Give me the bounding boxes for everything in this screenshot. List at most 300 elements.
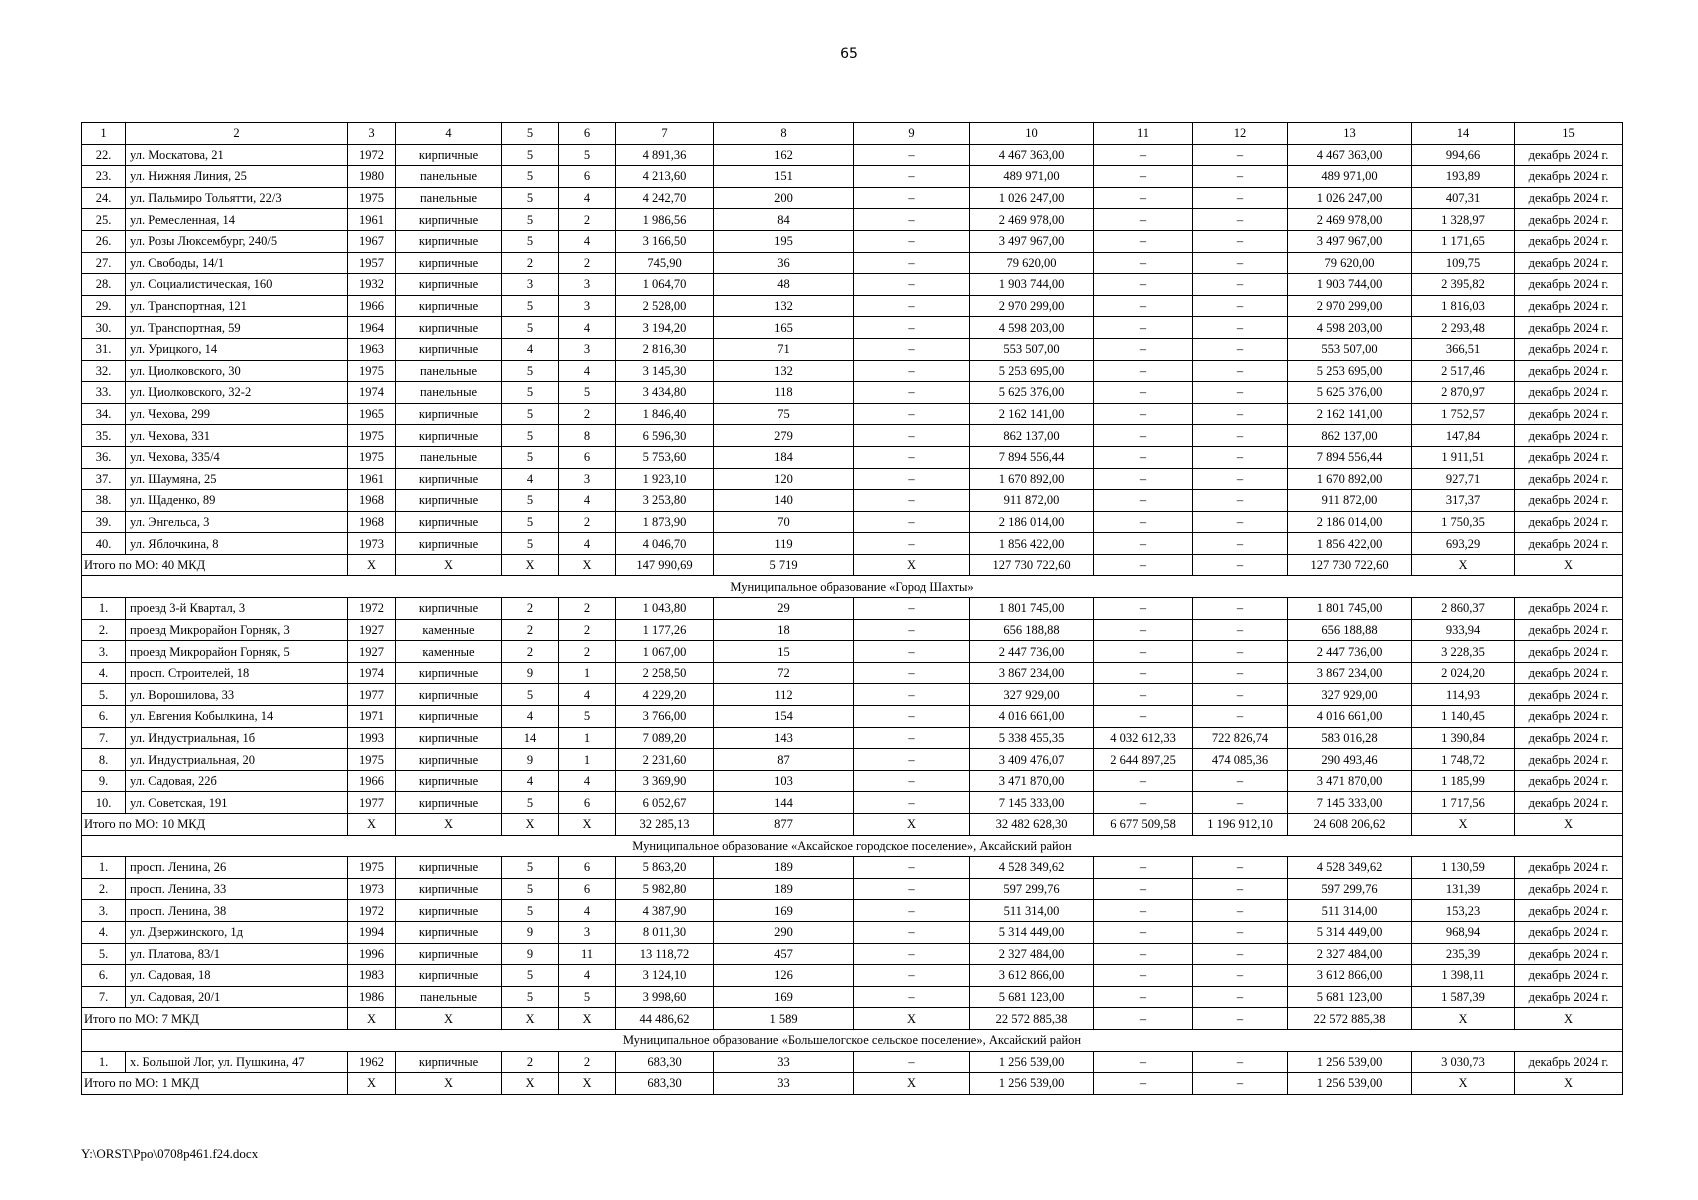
cell-total-area: 1 846,40 [616, 403, 714, 425]
cell-col-9: – [854, 641, 970, 663]
cell-entrances: 4 [559, 490, 616, 512]
cell-cost-total: 5 338 455,35 [970, 727, 1094, 749]
cell-wall-material: кирпичные [396, 662, 502, 684]
cell-address: ул. Урицкого, 14 [126, 338, 348, 360]
total-cost-fund: 6 677 509,58 [1094, 814, 1193, 836]
cell-cost-region: – [1193, 295, 1288, 317]
cell-cost-total: 2 186 014,00 [970, 511, 1094, 533]
cell-row-number: 6. [82, 706, 126, 728]
footer-file-path: Y:\ORST\Ppo\0708p461.f24.docx [81, 1146, 259, 1161]
total-cost-region: 1 196 912,10 [1193, 814, 1288, 836]
cell-deadline: декабрь 2024 г. [1515, 144, 1623, 166]
cell-year-built: 1973 [348, 533, 396, 555]
total-deadline: X [1515, 554, 1623, 576]
cell-cost-total: 7 145 333,00 [970, 792, 1094, 814]
cell-cost-region: – [1193, 382, 1288, 404]
cell-address: проезд Микрорайон Горняк, 3 [126, 619, 348, 641]
cell-year-built: 1957 [348, 252, 396, 274]
cell-col-9: – [854, 943, 970, 965]
total-row [82, 814, 1623, 836]
cell-wall-material: кирпичные [396, 338, 502, 360]
cell-cost-region: 474 085,36 [1193, 749, 1288, 771]
cell-col-9: – [854, 511, 970, 533]
cell-col-9: – [854, 770, 970, 792]
cell-entrances: 1 [559, 749, 616, 771]
cell-unit-cost: 193,89 [1412, 166, 1515, 188]
total-wall-material: X [396, 554, 502, 576]
cell-unit-cost: 693,29 [1412, 533, 1515, 555]
cell-total-area: 3 998,60 [616, 986, 714, 1008]
cell-entrances: 4 [559, 900, 616, 922]
cell-deadline: декабрь 2024 г. [1515, 792, 1623, 814]
table-row [82, 468, 1623, 490]
cell-cost-fund: – [1094, 187, 1193, 209]
total-floors: X [502, 1008, 559, 1030]
cell-cost-region: – [1193, 446, 1288, 468]
table-row [82, 209, 1623, 231]
table-row [82, 533, 1623, 555]
total-wall-material: X [396, 1008, 502, 1030]
cell-wall-material: кирпичные [396, 490, 502, 512]
total-deadline: X [1515, 814, 1623, 836]
cell-wall-material: кирпичные [396, 684, 502, 706]
cell-residents: 189 [714, 878, 854, 900]
cell-col-9: – [854, 1051, 970, 1073]
cell-col-9: – [854, 878, 970, 900]
cell-address: просп. Ленина, 33 [126, 878, 348, 900]
cell-unit-cost: 3 228,35 [1412, 641, 1515, 663]
cell-cost-local: 290 493,46 [1288, 749, 1412, 771]
cell-cost-fund: – [1094, 166, 1193, 188]
cell-cost-region: – [1193, 166, 1288, 188]
cell-total-area: 6 596,30 [616, 425, 714, 447]
table-row [82, 857, 1623, 879]
cell-col-9: – [854, 317, 970, 339]
cell-address: ул. Социалистическая, 160 [126, 274, 348, 296]
cell-wall-material: кирпичные [396, 943, 502, 965]
cell-entrances: 4 [559, 533, 616, 555]
total-cost-local: 1 256 539,00 [1288, 1073, 1412, 1095]
cell-total-area: 5 863,20 [616, 857, 714, 879]
cell-unit-cost: 1 171,65 [1412, 230, 1515, 252]
cell-row-number: 38. [82, 490, 126, 512]
register-table [81, 122, 1623, 1095]
header-cell-12: 12 [1193, 123, 1288, 145]
total-unit-cost: X [1412, 814, 1515, 836]
cell-cost-total: 911 872,00 [970, 490, 1094, 512]
cell-cost-region: – [1193, 921, 1288, 943]
cell-entrances: 6 [559, 446, 616, 468]
cell-row-number: 33. [82, 382, 126, 404]
cell-col-9: – [854, 274, 970, 296]
cell-wall-material: кирпичные [396, 878, 502, 900]
cell-residents: 71 [714, 338, 854, 360]
cell-cost-fund: – [1094, 425, 1193, 447]
cell-row-number: 1. [82, 1051, 126, 1073]
cell-address: ул. Ворошилова, 33 [126, 684, 348, 706]
cell-residents: 118 [714, 382, 854, 404]
cell-col-9: – [854, 900, 970, 922]
cell-col-9: – [854, 468, 970, 490]
cell-deadline: декабрь 2024 г. [1515, 619, 1623, 641]
cell-total-area: 745,90 [616, 252, 714, 274]
cell-row-number: 32. [82, 360, 126, 382]
cell-cost-local: 489 971,00 [1288, 166, 1412, 188]
cell-wall-material: кирпичные [396, 144, 502, 166]
cell-year-built: 1975 [348, 187, 396, 209]
cell-cost-fund: 4 032 612,33 [1094, 727, 1193, 749]
cell-wall-material: кирпичные [396, 900, 502, 922]
total-wall-material: X [396, 1073, 502, 1095]
table-row [82, 641, 1623, 663]
cell-floors: 5 [502, 446, 559, 468]
table-row [82, 187, 1623, 209]
cell-address: ул. Нижняя Линия, 25 [126, 166, 348, 188]
header-cell-6: 6 [559, 123, 616, 145]
cell-residents: 144 [714, 792, 854, 814]
total-floors: X [502, 1073, 559, 1095]
cell-deadline: декабрь 2024 г. [1515, 338, 1623, 360]
cell-total-area: 1 986,56 [616, 209, 714, 231]
cell-col-9: – [854, 662, 970, 684]
total-entrances: X [559, 554, 616, 576]
total-cost-local: 127 730 722,60 [1288, 554, 1412, 576]
total-year-built: X [348, 1073, 396, 1095]
cell-cost-total: 5 681 123,00 [970, 986, 1094, 1008]
cell-year-built: 1996 [348, 943, 396, 965]
cell-wall-material: панельные [396, 187, 502, 209]
total-total-area: 32 285,13 [616, 814, 714, 836]
cell-cost-total: 2 469 978,00 [970, 209, 1094, 231]
cell-deadline: декабрь 2024 г. [1515, 727, 1623, 749]
header-cell-7: 7 [616, 123, 714, 145]
cell-col-9: – [854, 921, 970, 943]
cell-cost-local: 2 970 299,00 [1288, 295, 1412, 317]
cell-entrances: 4 [559, 230, 616, 252]
cell-cost-fund: – [1094, 641, 1193, 663]
cell-unit-cost: 1 752,57 [1412, 403, 1515, 425]
cell-total-area: 3 434,80 [616, 382, 714, 404]
cell-wall-material: кирпичные [396, 921, 502, 943]
cell-cost-fund: – [1094, 209, 1193, 231]
cell-residents: 200 [714, 187, 854, 209]
cell-cost-fund: – [1094, 965, 1193, 987]
cell-cost-fund: – [1094, 533, 1193, 555]
cell-address: ул. Индустриальная, 20 [126, 749, 348, 771]
cell-floors: 3 [502, 274, 559, 296]
cell-row-number: 26. [82, 230, 126, 252]
cell-deadline: декабрь 2024 г. [1515, 446, 1623, 468]
cell-cost-region: – [1193, 857, 1288, 879]
cell-floors: 5 [502, 382, 559, 404]
cell-address: ул. Транспортная, 59 [126, 317, 348, 339]
cell-total-area: 3 253,80 [616, 490, 714, 512]
cell-cost-region: – [1193, 619, 1288, 641]
cell-row-number: 23. [82, 166, 126, 188]
cell-residents: 29 [714, 598, 854, 620]
cell-year-built: 1993 [348, 727, 396, 749]
cell-col-9: – [854, 295, 970, 317]
section-title: Муниципальное образование «Город Шахты» [82, 576, 1623, 598]
cell-cost-local: 5 625 376,00 [1288, 382, 1412, 404]
cell-floors: 5 [502, 209, 559, 231]
total-deadline: X [1515, 1008, 1623, 1030]
cell-cost-total: 2 447 736,00 [970, 641, 1094, 663]
cell-address: ул. Энгельса, 3 [126, 511, 348, 533]
total-cost-total: 1 256 539,00 [970, 1073, 1094, 1095]
cell-address: ул. Щаденко, 89 [126, 490, 348, 512]
total-floors: X [502, 554, 559, 576]
cell-year-built: 1967 [348, 230, 396, 252]
cell-residents: 290 [714, 921, 854, 943]
cell-floors: 5 [502, 684, 559, 706]
cell-total-area: 2 816,30 [616, 338, 714, 360]
header-cell-11: 11 [1094, 123, 1193, 145]
cell-cost-total: 7 894 556,44 [970, 446, 1094, 468]
cell-col-9: – [854, 230, 970, 252]
cell-floors: 4 [502, 706, 559, 728]
total-unit-cost: X [1412, 1073, 1515, 1095]
cell-floors: 5 [502, 187, 559, 209]
table-row [82, 921, 1623, 943]
cell-cost-fund: – [1094, 403, 1193, 425]
cell-floors: 5 [502, 900, 559, 922]
cell-wall-material: кирпичные [396, 857, 502, 879]
cell-residents: 75 [714, 403, 854, 425]
cell-wall-material: кирпичные [396, 533, 502, 555]
cell-residents: 18 [714, 619, 854, 641]
cell-deadline: декабрь 2024 г. [1515, 684, 1623, 706]
cell-residents: 162 [714, 144, 854, 166]
cell-deadline: декабрь 2024 г. [1515, 900, 1623, 922]
cell-entrances: 2 [559, 598, 616, 620]
cell-address: ул. Яблочкина, 8 [126, 533, 348, 555]
cell-row-number: 8. [82, 749, 126, 771]
cell-cost-fund: – [1094, 295, 1193, 317]
total-entrances: X [559, 814, 616, 836]
cell-unit-cost: 1 130,59 [1412, 857, 1515, 879]
cell-cost-total: 4 528 349,62 [970, 857, 1094, 879]
cell-unit-cost: 147,84 [1412, 425, 1515, 447]
table-row [82, 792, 1623, 814]
cell-row-number: 2. [82, 878, 126, 900]
cell-total-area: 4 891,36 [616, 144, 714, 166]
cell-total-area: 4 387,90 [616, 900, 714, 922]
section-header-row [82, 1029, 1623, 1051]
cell-row-number: 1. [82, 598, 126, 620]
cell-cost-local: 511 314,00 [1288, 900, 1412, 922]
cell-wall-material: кирпичные [396, 252, 502, 274]
cell-cost-local: 911 872,00 [1288, 490, 1412, 512]
table-row [82, 619, 1623, 641]
total-residents: 877 [714, 814, 854, 836]
cell-entrances: 6 [559, 792, 616, 814]
cell-entrances: 2 [559, 252, 616, 274]
cell-cost-local: 4 598 203,00 [1288, 317, 1412, 339]
cell-deadline: декабрь 2024 г. [1515, 878, 1623, 900]
cell-total-area: 2 258,50 [616, 662, 714, 684]
cell-cost-local: 5 253 695,00 [1288, 360, 1412, 382]
cell-unit-cost: 3 030,73 [1412, 1051, 1515, 1073]
cell-cost-local: 4 528 349,62 [1288, 857, 1412, 879]
cell-address: проезд Микрорайон Горняк, 5 [126, 641, 348, 663]
cell-floors: 4 [502, 468, 559, 490]
cell-cost-fund: – [1094, 706, 1193, 728]
cell-year-built: 1975 [348, 360, 396, 382]
cell-unit-cost: 927,71 [1412, 468, 1515, 490]
cell-address: ул. Циолковского, 30 [126, 360, 348, 382]
cell-total-area: 7 089,20 [616, 727, 714, 749]
cell-residents: 189 [714, 857, 854, 879]
cell-floors: 5 [502, 166, 559, 188]
table-row [82, 403, 1623, 425]
cell-cost-total: 1 903 744,00 [970, 274, 1094, 296]
cell-year-built: 1971 [348, 706, 396, 728]
cell-floors: 5 [502, 403, 559, 425]
cell-col-9: – [854, 619, 970, 641]
cell-residents: 184 [714, 446, 854, 468]
cell-unit-cost: 407,31 [1412, 187, 1515, 209]
cell-wall-material: кирпичные [396, 511, 502, 533]
cell-cost-local: 5 681 123,00 [1288, 986, 1412, 1008]
cell-total-area: 683,30 [616, 1051, 714, 1073]
cell-row-number: 27. [82, 252, 126, 274]
cell-cost-fund: – [1094, 986, 1193, 1008]
cell-address: ул. Чехова, 335/4 [126, 446, 348, 468]
cell-cost-total: 2 970 299,00 [970, 295, 1094, 317]
cell-floors: 9 [502, 662, 559, 684]
cell-cost-local: 1 903 744,00 [1288, 274, 1412, 296]
cell-floors: 4 [502, 338, 559, 360]
cell-row-number: 36. [82, 446, 126, 468]
cell-entrances: 5 [559, 986, 616, 1008]
cell-cost-total: 3 612 866,00 [970, 965, 1094, 987]
cell-cost-local: 553 507,00 [1288, 338, 1412, 360]
cell-col-9: – [854, 166, 970, 188]
cell-cost-total: 862 137,00 [970, 425, 1094, 447]
cell-row-number: 25. [82, 209, 126, 231]
cell-residents: 132 [714, 360, 854, 382]
cell-deadline: декабрь 2024 г. [1515, 770, 1623, 792]
cell-cost-total: 5 314 449,00 [970, 921, 1094, 943]
cell-cost-fund: – [1094, 360, 1193, 382]
cell-cost-region: – [1193, 490, 1288, 512]
table-row [82, 338, 1623, 360]
cell-entrances: 6 [559, 166, 616, 188]
cell-wall-material: кирпичные [396, 706, 502, 728]
cell-residents: 48 [714, 274, 854, 296]
table-row [82, 360, 1623, 382]
cell-total-area: 6 052,67 [616, 792, 714, 814]
cell-total-area: 2 528,00 [616, 295, 714, 317]
cell-residents: 169 [714, 986, 854, 1008]
cell-total-area: 1 177,26 [616, 619, 714, 641]
cell-row-number: 7. [82, 986, 126, 1008]
cell-row-number: 35. [82, 425, 126, 447]
cell-address: ул. Чехова, 299 [126, 403, 348, 425]
cell-year-built: 1972 [348, 144, 396, 166]
cell-address: ул. Садовая, 18 [126, 965, 348, 987]
cell-cost-region: – [1193, 986, 1288, 1008]
cell-wall-material: кирпичные [396, 468, 502, 490]
cell-col-9: – [854, 986, 970, 1008]
cell-cost-fund: – [1094, 338, 1193, 360]
cell-cost-total: 1 801 745,00 [970, 598, 1094, 620]
cell-cost-local: 2 186 014,00 [1288, 511, 1412, 533]
cell-address: ул. Чехова, 331 [126, 425, 348, 447]
cell-cost-region: – [1193, 209, 1288, 231]
cell-cost-region: – [1193, 684, 1288, 706]
cell-year-built: 1983 [348, 965, 396, 987]
total-cost-total: 127 730 722,60 [970, 554, 1094, 576]
cell-floors: 5 [502, 511, 559, 533]
cell-cost-region: – [1193, 641, 1288, 663]
cell-col-9: – [854, 706, 970, 728]
cell-address: ул. Садовая, 20/1 [126, 986, 348, 1008]
cell-wall-material: кирпичные [396, 295, 502, 317]
cell-col-9: – [854, 533, 970, 555]
cell-entrances: 5 [559, 706, 616, 728]
cell-cost-region: – [1193, 360, 1288, 382]
cell-cost-fund: – [1094, 900, 1193, 922]
cell-entrances: 2 [559, 511, 616, 533]
cell-cost-region: – [1193, 965, 1288, 987]
cell-year-built: 1977 [348, 684, 396, 706]
cell-residents: 132 [714, 295, 854, 317]
cell-wall-material: кирпичные [396, 598, 502, 620]
cell-cost-fund: – [1094, 770, 1193, 792]
cell-floors: 5 [502, 144, 559, 166]
cell-entrances: 11 [559, 943, 616, 965]
cell-floors: 4 [502, 770, 559, 792]
header-cell-13: 13 [1288, 123, 1412, 145]
cell-cost-region: – [1193, 943, 1288, 965]
cell-deadline: декабрь 2024 г. [1515, 209, 1623, 231]
cell-deadline: декабрь 2024 г. [1515, 468, 1623, 490]
cell-entrances: 8 [559, 425, 616, 447]
cell-cost-local: 862 137,00 [1288, 425, 1412, 447]
cell-floors: 5 [502, 878, 559, 900]
cell-deadline: декабрь 2024 г. [1515, 943, 1623, 965]
cell-cost-local: 327 929,00 [1288, 684, 1412, 706]
cell-cost-region: – [1193, 1051, 1288, 1073]
total-unit-cost: X [1412, 1008, 1515, 1030]
total-year-built: X [348, 814, 396, 836]
cell-row-number: 4. [82, 921, 126, 943]
cell-floors: 5 [502, 425, 559, 447]
cell-entrances: 2 [559, 1051, 616, 1073]
cell-deadline: декабрь 2024 г. [1515, 511, 1623, 533]
cell-cost-region: – [1193, 274, 1288, 296]
cell-cost-local: 7 894 556,44 [1288, 446, 1412, 468]
cell-cost-region: – [1193, 533, 1288, 555]
table-row [82, 166, 1623, 188]
cell-floors: 9 [502, 921, 559, 943]
cell-year-built: 1968 [348, 511, 396, 533]
cell-year-built: 1927 [348, 641, 396, 663]
cell-year-built: 1975 [348, 446, 396, 468]
cell-residents: 33 [714, 1051, 854, 1073]
cell-cost-fund: – [1094, 943, 1193, 965]
cell-cost-total: 327 929,00 [970, 684, 1094, 706]
cell-cost-local: 2 162 141,00 [1288, 403, 1412, 425]
table-row [82, 230, 1623, 252]
cell-cost-region: – [1193, 230, 1288, 252]
cell-wall-material: кирпичные [396, 230, 502, 252]
cell-address: ул. Циолковского, 32-2 [126, 382, 348, 404]
cell-address: ул. Транспортная, 121 [126, 295, 348, 317]
cell-cost-local: 7 145 333,00 [1288, 792, 1412, 814]
